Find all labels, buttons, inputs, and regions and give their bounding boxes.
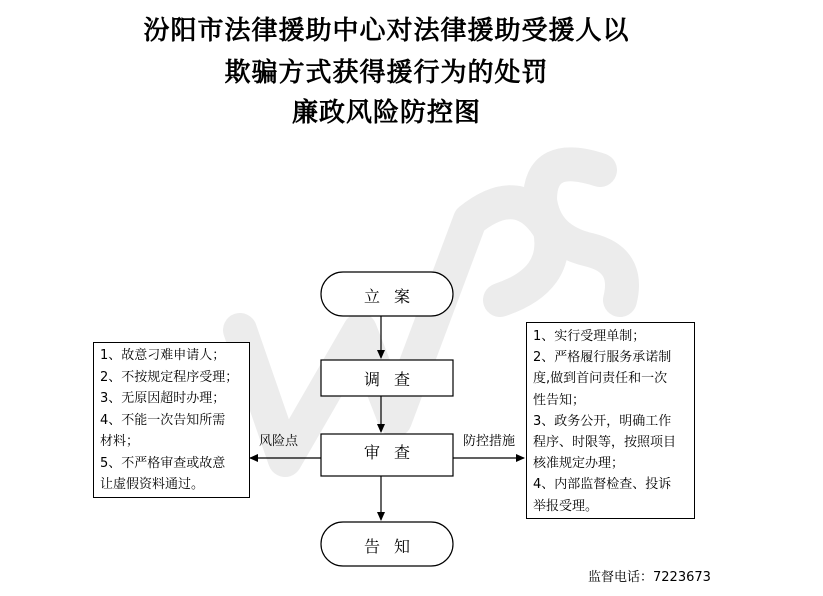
- node-notify-label: 告知: [363, 537, 424, 556]
- risk-label: 风险点: [259, 434, 299, 449]
- control-measures-box: [526, 322, 695, 519]
- node-review-label: 审查: [363, 443, 424, 462]
- node-start-label: 立案: [363, 287, 424, 306]
- risk-point-item: 让虚假资料通过。: [100, 477, 205, 492]
- control-label: 防控措施: [463, 434, 516, 449]
- risk-point-item: 5、不严格审查或故意: [100, 455, 226, 471]
- control-measure-item: 2、严格履行服务承诺制: [533, 350, 672, 366]
- control-measure-item: 举报受理。: [533, 498, 599, 514]
- risk-point-item: 3、无原因超时办理；: [100, 391, 226, 406]
- risk-point-item: 2、不按规定程序受理；: [100, 369, 239, 385]
- risk-point-item: 4、不能一次告知所需: [100, 412, 226, 428]
- control-measure-item: 性告知；: [533, 392, 586, 408]
- supervision-phone: 监督电话：7223673: [588, 570, 711, 585]
- control-measure-item: 度,做到首问责任和一次: [533, 371, 668, 387]
- risk-point-item: 材料；: [100, 434, 140, 449]
- control-measure-item: 3、政务公开，明确工作: [533, 413, 672, 429]
- title-line-2: 欺骗方式获得援行为的处罚: [224, 58, 549, 88]
- node-investigate-label: 调查: [363, 370, 424, 389]
- control-measure-item: 1、实行受理单制；: [533, 329, 646, 344]
- risk-point-item: 1、故意刁难申请人；: [100, 348, 226, 363]
- control-measure-item: 核准规定办理；: [533, 456, 625, 472]
- risk-points-box: [93, 342, 250, 498]
- title-line-3: 廉政风险防控图: [291, 98, 481, 128]
- control-measure-item: 4、内部监督检查、投诉: [533, 477, 672, 493]
- control-measure-item: 程序、时限等，按照项目: [533, 435, 677, 451]
- title-line-1: 汾阳市法律援助中心对法律援助受援人以: [143, 16, 630, 46]
